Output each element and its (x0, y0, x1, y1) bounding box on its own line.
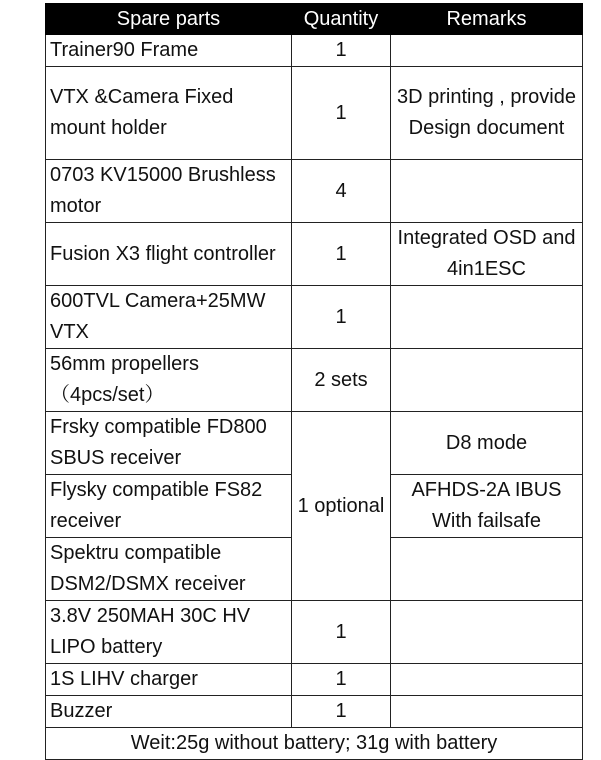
part-quantity: 1 (292, 223, 391, 286)
table-row (46, 696, 583, 728)
table-row (46, 601, 583, 664)
part-name: 3.8V 250MAH 30C HV LIPO battery (46, 601, 292, 664)
part-remarks (391, 286, 583, 349)
part-name: 1S LIHV charger (46, 664, 292, 696)
part-name: Spektru compatible DSM2/DSMX receiver (46, 538, 292, 601)
weight-note: Weit:25g without battery; 31g with battery (46, 728, 583, 760)
header-row (46, 4, 583, 35)
part-quantity: 1 (292, 696, 391, 728)
spare-parts-table (45, 3, 583, 760)
part-quantity: 1 (292, 286, 391, 349)
footer-row (46, 728, 583, 760)
part-name: 56mm propellers（4pcs/set） (46, 349, 292, 412)
part-quantity: 1 (292, 35, 391, 67)
part-quantity: 1 optional (292, 412, 391, 601)
table-row (46, 35, 583, 67)
table-row (46, 286, 583, 349)
part-quantity: 2 sets (292, 349, 391, 412)
table-row (46, 412, 583, 475)
part-remarks (391, 160, 583, 223)
part-quantity: 4 (292, 160, 391, 223)
header-quantity: Quantity (292, 4, 391, 35)
part-name: Trainer90 Frame (46, 35, 292, 67)
part-name: VTX &Camera Fixed mount holder (46, 67, 292, 160)
part-remarks: Integrated OSD and 4in1ESC (391, 223, 583, 286)
part-name: Buzzer (46, 696, 292, 728)
table-row (46, 223, 583, 286)
table-row (46, 160, 583, 223)
part-quantity: 1 (292, 601, 391, 664)
part-quantity: 1 (292, 664, 391, 696)
part-remarks: 3D printing , provide Design document (391, 67, 583, 160)
table-row (46, 67, 583, 160)
part-remarks (391, 349, 583, 412)
table-row (46, 349, 583, 412)
header-spare-parts: Spare parts (46, 4, 292, 35)
part-name: 0703 KV15000 Brushless motor (46, 160, 292, 223)
part-remarks (391, 601, 583, 664)
part-remarks: D8 mode (391, 412, 583, 475)
part-remarks (391, 538, 583, 601)
part-remarks (391, 696, 583, 728)
part-name: Fusion X3 flight controller (46, 223, 292, 286)
header-remarks: Remarks (391, 4, 583, 35)
part-name: Frsky compatible FD800 SBUS receiver (46, 412, 292, 475)
table-row (46, 664, 583, 696)
part-name: 600TVL Camera+25MW VTX (46, 286, 292, 349)
part-remarks: AFHDS-2A IBUS With failsafe (391, 475, 583, 538)
part-name: Flysky compatible FS82 receiver (46, 475, 292, 538)
part-remarks (391, 35, 583, 67)
part-quantity: 1 (292, 67, 391, 160)
part-remarks (391, 664, 583, 696)
